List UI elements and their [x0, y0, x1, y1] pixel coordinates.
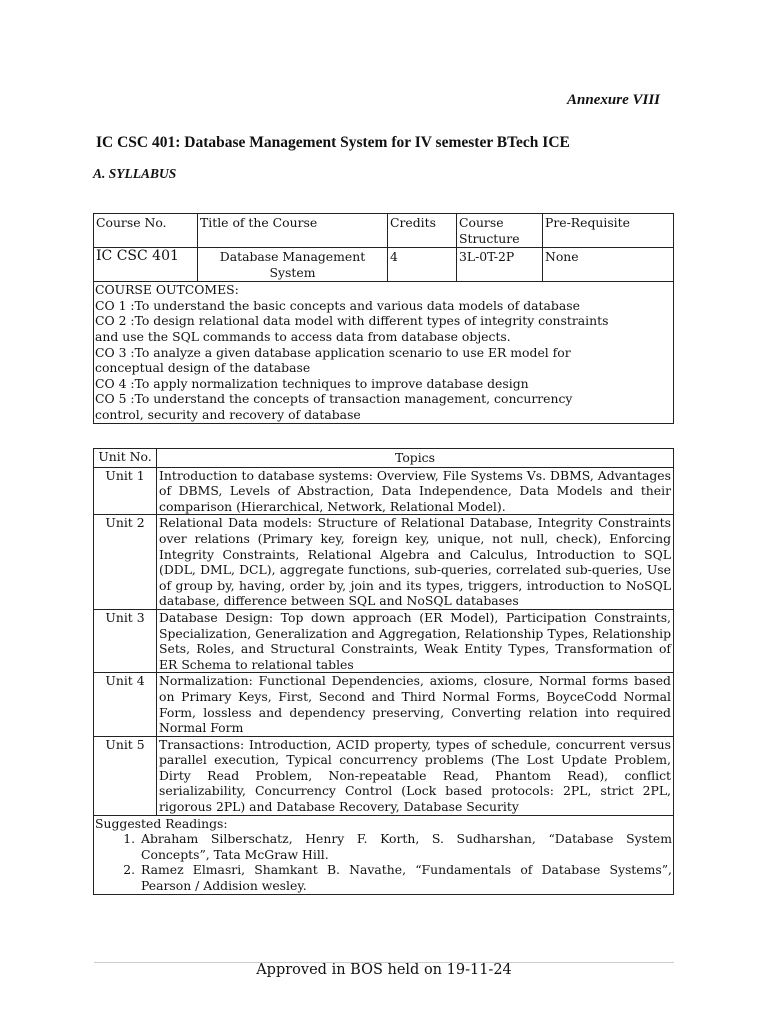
course-structure-value: 3L-0T-2P	[457, 248, 543, 282]
outcome-label: CO 2 :	[95, 313, 135, 329]
course-outcomes-heading: COURSE OUTCOMES:	[95, 282, 239, 298]
unit-number: Unit 3	[94, 609, 157, 672]
course-outcomes	[94, 282, 674, 423]
header-course-structure: Course Structure	[457, 214, 543, 248]
table-row	[94, 467, 674, 515]
outcome-text: To understand the basic concepts and various data models of database	[134, 297, 580, 313]
suggested-readings-heading: Suggested Readings:	[95, 815, 228, 831]
header-credits: Credits	[388, 214, 457, 248]
outcome-text-continued: and use the SQL commands to access data from database objects.	[95, 328, 511, 344]
header-prerequisite: Pre-Requisite	[543, 214, 674, 248]
document-title: IC CSC 401: Database Management System for IV semester BTech ICE	[96, 134, 570, 151]
table-row	[94, 515, 674, 610]
outcome-co1	[95, 298, 672, 314]
outcome-co4	[95, 376, 672, 392]
prerequisite-value: None	[543, 248, 674, 282]
unit-topics: Database Design: Top down approach (ER Model), Participation Constraints, Specialization, Generalization and Aggregation, Relationship Types, Relationship Sets, Roles, and Structural Constraints, Weak Entity Types, Transformation of ER Schema to relational tables	[157, 609, 674, 672]
header-unit-no: Unit No.	[94, 449, 157, 468]
outcome-co3	[95, 345, 672, 376]
outcome-label: CO 5 :	[95, 391, 135, 407]
outcome-text-continued: conceptual design of the database	[95, 360, 311, 376]
footer-approval-note: Approved in BOS held on 19-11-24	[256, 962, 512, 978]
outcome-text: To apply normalization techniques to improve database design	[134, 375, 529, 391]
unit-topics: Relational Data models: Structure of Relational Database, Integrity Constraints over relations (Primary key, foreign key, unique, not null, check), Enforcing Integrity Constraints, Relational Algebra and Calculus, Introduction to SQL (DDL, DML, DCL), aggregate functions, sub-queries, correlated sub-queries, Use of group by, having, order by, join and its types, triggers, introduction to NoSQL database, difference between SQL and NoSQL databases	[157, 515, 674, 610]
readings-list	[95, 831, 672, 893]
course-table-header-row	[94, 214, 674, 248]
suggested-readings-row	[94, 815, 674, 894]
unit-number: Unit 5	[94, 736, 157, 815]
outcome-label: CO 3 :	[95, 344, 135, 360]
section-heading: A. SYLLABUS	[93, 166, 177, 181]
outcome-text-continued: control, security and recovery of database	[95, 406, 361, 422]
units-table	[93, 448, 674, 895]
credits-value: 4	[388, 248, 457, 282]
outcome-co5	[95, 391, 672, 422]
units-table-header-row	[94, 449, 674, 468]
course-outcomes-row	[94, 282, 674, 423]
table-row	[94, 736, 674, 815]
outcome-text: To design relational data model with different types of integrity constraints	[134, 313, 609, 329]
list-item: 1. Abraham Silberschatz, Henry F. Korth, S. Sudharshan, “Database System Concepts”, Tata McGraw Hill.	[139, 831, 672, 862]
outcome-text: To understand the concepts of transaction management, concurrency	[134, 391, 573, 407]
unit-topics: Transactions: Introduction, ACID property, types of schedule, concurrent versus parallel execution, Typical concurrency problems (The Lost Update Problem, Dirty Read Problem, Non-repeatable Read, Phantom Read), conflict serializability, Concurrency Control (Lock based protocols: 2PL, strict 2PL, rigorous 2PL) and Database Recovery, Database Security	[157, 736, 674, 815]
course-table-data-row	[94, 248, 674, 282]
unit-topics: Normalization: Functional Dependencies, axioms, closure, Normal forms based on Primary Keys, First, Second and Third Normal Forms, BoyceCodd Normal Form, lossless and dependency preserving, Converting relation into required Normal Form	[157, 673, 674, 736]
table-row	[94, 673, 674, 736]
unit-topics: Introduction to database systems: Overview, File Systems Vs. DBMS, Advantages of DBMS, Levels of Abstraction, Data Independence, Data Models and their comparison (Hierarchical, Network, Relational Model).	[157, 467, 674, 515]
unit-number: Unit 4	[94, 673, 157, 736]
header-course-title: Title of the Course	[198, 214, 388, 248]
header-course-no: Course No.	[94, 214, 198, 248]
unit-number: Unit 1	[94, 467, 157, 515]
annexure-label: Annexure VIII	[567, 92, 660, 108]
list-item: 2. Ramez Elmasri, Shamkant B. Navathe, “Fundamentals of Database Systems”, Pearson / Addision wesley.	[139, 862, 672, 893]
course-no-value: IC CSC 401	[94, 248, 198, 282]
course-title-value: Database Management System	[198, 248, 388, 282]
course-table	[93, 213, 674, 424]
header-topics: Topics	[157, 449, 674, 468]
outcome-label: CO 1 :	[95, 297, 135, 313]
table-row	[94, 609, 674, 672]
outcome-text: To analyze a given database application scenario to use ER model for	[134, 344, 571, 360]
outcome-co2	[95, 313, 672, 344]
outcome-label: CO 4 :	[95, 375, 135, 391]
unit-number: Unit 2	[94, 515, 157, 610]
suggested-readings	[94, 815, 674, 894]
